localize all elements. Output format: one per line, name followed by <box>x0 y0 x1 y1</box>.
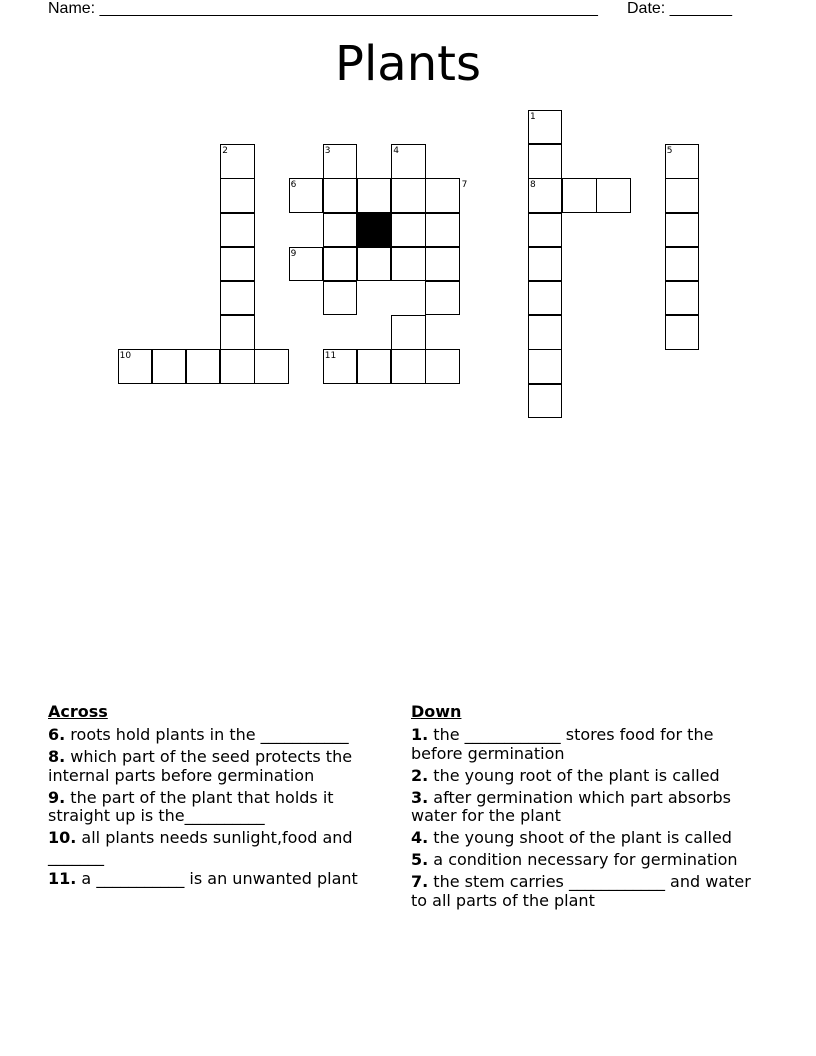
clue-number-label: 6 <box>290 180 297 191</box>
grid-cell[interactable] <box>220 315 254 349</box>
grid-cell[interactable] <box>391 247 425 281</box>
clue-down-1 <box>411 726 756 763</box>
clue-across-10 <box>48 829 398 866</box>
grid-cell[interactable] <box>391 213 425 247</box>
page-title: Plants <box>335 36 481 92</box>
grid-cell[interactable] <box>220 213 254 247</box>
grid-cell[interactable] <box>323 281 357 315</box>
grid-cell[interactable] <box>323 213 357 247</box>
clue-number: 10. <box>48 828 77 847</box>
grid-cell[interactable] <box>254 349 288 383</box>
clue-text: all plants needs sunlight,food and _______ <box>48 828 353 866</box>
clue-text: the part of the plant that holds it straight up is the__________ <box>48 787 334 825</box>
grid-cell[interactable] <box>391 315 425 349</box>
clue-number: 9. <box>48 787 66 807</box>
clue-number-label: 4 <box>393 146 399 157</box>
grid-cell[interactable] <box>528 349 562 383</box>
grid-cell[interactable] <box>528 144 562 178</box>
grid-cell[interactable] <box>596 178 630 212</box>
grid-cell[interactable] <box>220 281 254 315</box>
grid-cell[interactable] <box>425 247 459 281</box>
grid-cell[interactable] <box>562 178 596 212</box>
clue-down-3 <box>411 789 756 826</box>
grid-cell[interactable] <box>665 315 699 349</box>
grid-cell[interactable] <box>425 349 459 383</box>
clue-across-11 <box>48 870 398 889</box>
grid-cell[interactable] <box>220 349 254 383</box>
grid-cell[interactable] <box>323 178 357 212</box>
grid-cell[interactable] <box>391 349 425 383</box>
grid-cell[interactable] <box>220 178 254 212</box>
clue-text: which part of the seed protects the internal parts before germination <box>48 747 353 785</box>
grid-cell[interactable] <box>528 213 562 247</box>
clue-number-label: 5 <box>666 146 673 157</box>
across-clues <box>48 702 398 892</box>
grid-cell[interactable] <box>665 281 699 315</box>
clue-text: after germination which part absorbs water for the plant <box>411 787 731 825</box>
clue-number: 3. <box>411 787 429 807</box>
clue-number-label: 7 <box>461 180 468 191</box>
clue-text: the ____________ stores food for the before germination <box>411 725 714 763</box>
grid-cell[interactable] <box>186 349 220 383</box>
clue-number: 7. <box>411 872 429 891</box>
date-field-label: Date: _______ <box>627 0 732 17</box>
across-heading: Across <box>48 702 108 721</box>
clue-number: 11. <box>48 868 77 888</box>
clue-text: the young root of the plant is called <box>428 765 720 785</box>
grid-cell[interactable] <box>425 178 459 212</box>
grid-cell[interactable] <box>323 247 357 281</box>
clue-down-2 <box>411 767 756 786</box>
grid-cell[interactable] <box>665 178 699 212</box>
grid-cell[interactable] <box>391 178 425 212</box>
grid-cell[interactable] <box>357 247 391 281</box>
clue-number: 4. <box>411 828 429 847</box>
grid-cell[interactable] <box>528 247 562 281</box>
grid-block <box>357 213 391 247</box>
down-clues <box>411 702 756 914</box>
clue-text: the young shoot of the plant is called <box>428 828 732 847</box>
clue-number-label: 10 <box>119 351 132 362</box>
clue-number-label: 3 <box>324 146 331 157</box>
clue-number-label: 8 <box>530 180 536 191</box>
clue-number-label: 1 <box>530 112 536 122</box>
grid-cell[interactable] <box>528 281 562 315</box>
clue-across-9 <box>48 789 398 826</box>
clue-number: 2. <box>411 765 429 785</box>
grid-cell[interactable] <box>357 349 391 383</box>
grid-cell[interactable] <box>665 247 699 281</box>
clue-text: the stem carries ____________ and water to all parts of the plant <box>411 872 751 910</box>
clue-number-label: 2 <box>222 146 228 157</box>
clue-number: 8. <box>48 747 66 766</box>
clue-text: a ___________ is an unwanted plant <box>76 868 358 888</box>
clue-text: a condition necessary for germination <box>428 850 738 869</box>
clue-across-8 <box>48 748 398 785</box>
grid-cell[interactable] <box>528 384 562 418</box>
clue-number-label: 9 <box>290 248 297 259</box>
grid-cell[interactable] <box>665 213 699 247</box>
clue-number: 5. <box>411 850 429 869</box>
grid-cell[interactable] <box>425 213 459 247</box>
clue-down-7 <box>411 873 756 910</box>
clue-text: roots hold plants in the ___________ <box>65 725 349 744</box>
clue-across-6 <box>48 726 398 745</box>
clue-down-5 <box>411 851 756 870</box>
name-field-label: Name: ________________________________________________________ <box>48 0 598 17</box>
down-heading: Down <box>411 702 462 721</box>
clue-number: 1. <box>411 725 429 744</box>
clue-down-4 <box>411 829 756 848</box>
clue-number-label: 11 <box>324 351 337 362</box>
grid-cell[interactable] <box>357 178 391 212</box>
grid-cell[interactable] <box>528 315 562 349</box>
grid-cell[interactable] <box>425 281 459 315</box>
grid-cell[interactable] <box>220 247 254 281</box>
grid-cell[interactable] <box>152 349 186 383</box>
clue-number: 6. <box>48 725 66 744</box>
